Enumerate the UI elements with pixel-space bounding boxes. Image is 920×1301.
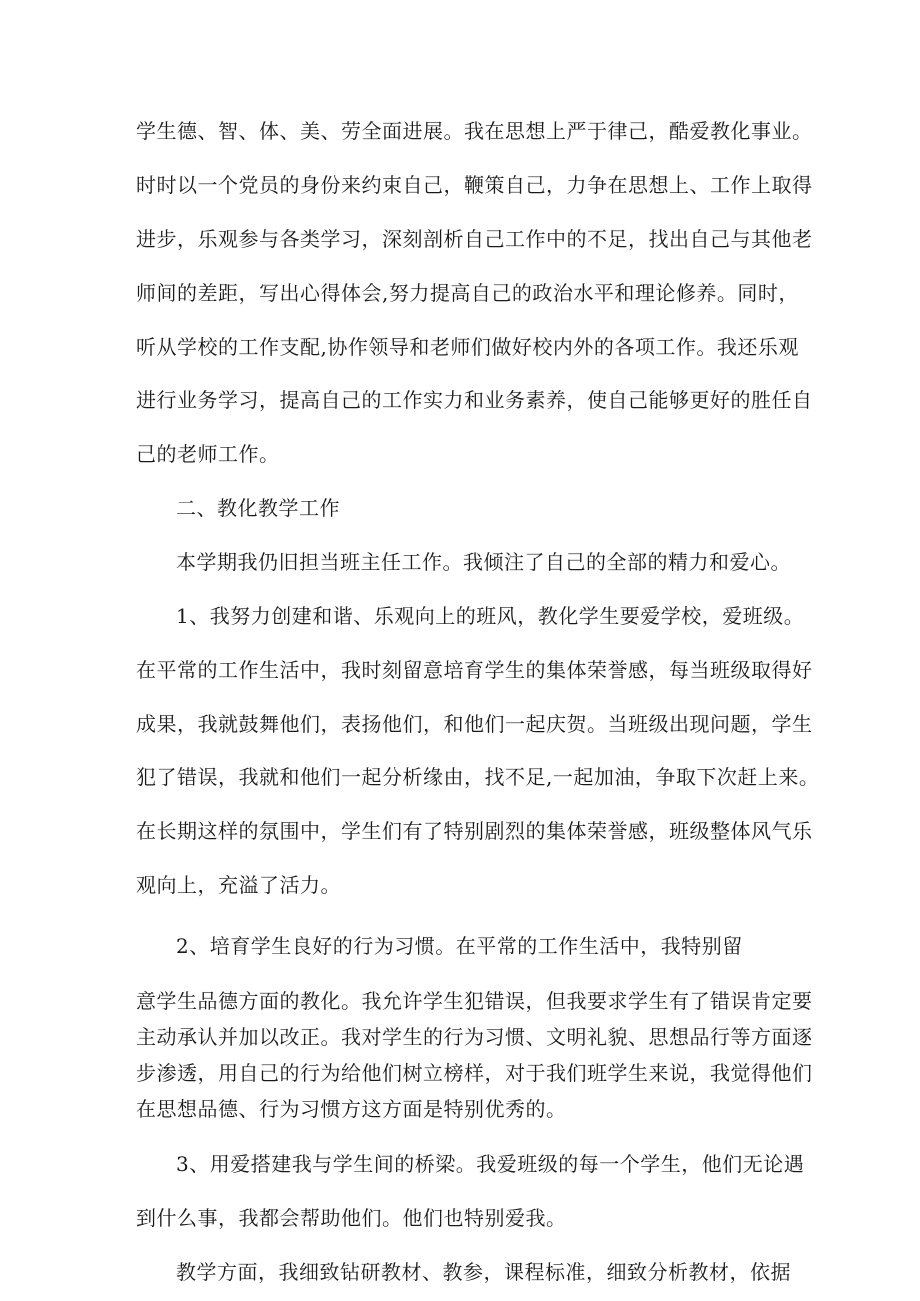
text-line: 进步，乐观参与各类学习，深刻剖析自己工作中的不足，找出自己与其他老 bbox=[136, 227, 813, 251]
text-line: 主动承认并加以改正。我对学生的行为习惯、文明礼貌、思想品行等方面逐 bbox=[136, 1025, 813, 1049]
list-item-1-start: 1、我努力创建和谐、乐观向上的班风，教化学生要爱学校，爱班级。 bbox=[176, 604, 805, 628]
text-line: 听从学校的工作支配,协作领导和老师们做好校内外的各项工作。我还乐观 bbox=[136, 335, 799, 359]
paragraph-start: 教学方面，我细致钻研教材、教参，课程标准，细致分析教材，依据 bbox=[176, 1260, 791, 1284]
text-line: 己的老师工作。 bbox=[136, 442, 280, 466]
text-line: 犯了错误，我就和他们一起分析缘由，找不足,一起加油，争取下次赶上来。 bbox=[136, 765, 820, 789]
text-line: 在平常的工作生活中，我时刻留意培育学生的集体荣誉感，每当班级取得好 bbox=[136, 658, 813, 682]
text-line: 在思想品德、行为习惯方这方面是特别优秀的。 bbox=[136, 1097, 567, 1121]
list-item-3-start: 3、用爱搭建我与学生间的桥梁。我爱班级的每一个学生，他们无论遇 bbox=[176, 1152, 805, 1176]
text-line: 到什么事，我都会帮助他们。他们也特别爱我。 bbox=[136, 1206, 567, 1230]
text-line: 学生德、智、体、美、劳全面进展。我在思想上严于律己，酷爱教化事业。 bbox=[136, 119, 813, 143]
text-line: 在长期这样的氛围中，学生们有了特别剧烈的集体荣誉感，班级整体风气乐 bbox=[136, 819, 813, 843]
list-item-2-start: 2、培育学生良好的行为习惯。在平常的工作生活中，我特别留 bbox=[176, 934, 743, 958]
text-line: 步渗透，用自己的行为给他们树立榜样，对于我们班学生来说，我觉得他们 bbox=[136, 1061, 813, 1085]
text-line: 意学生品德方面的教化。我允许学生犯错误，但我要求学生有了错误肯定要 bbox=[136, 989, 813, 1013]
text-line: 进行业务学习，提高自己的工作实力和业务素养，使自己能够更好的胜任自 bbox=[136, 388, 813, 412]
paragraph-start: 本学期我仍旧担当班主任工作。我倾注了自己的全部的精力和爱心。 bbox=[176, 550, 791, 574]
text-line: 时时以一个党员的身份来约束自己，鞭策自己，力争在思想上、工作上取得 bbox=[136, 173, 813, 197]
text-line: 观向上，充溢了活力。 bbox=[136, 873, 341, 897]
section-heading: 二、教化教学工作 bbox=[176, 496, 340, 520]
text-line: 成果，我就鼓舞他们，表扬他们，和他们一起庆贺。当班级出现问题，学生 bbox=[136, 712, 813, 736]
text-line: 师间的差距，写出心得体会,努力提高自己的政治水平和理论修养。同时， bbox=[136, 281, 799, 305]
